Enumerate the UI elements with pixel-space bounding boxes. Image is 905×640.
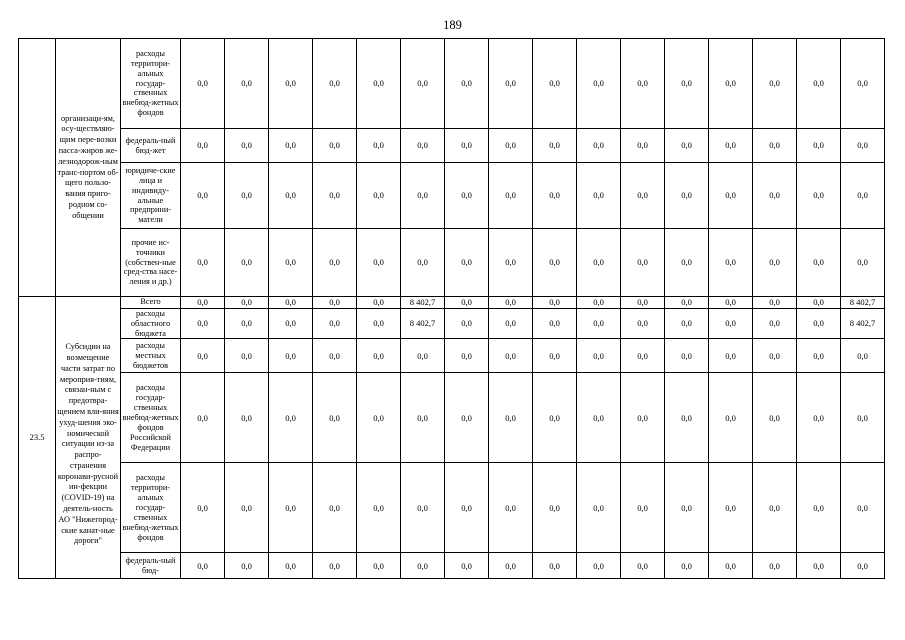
value-cell: 0,0	[533, 229, 577, 297]
value-cell: 0,0	[313, 39, 357, 129]
value-cell: 0,0	[313, 297, 357, 309]
value-cell: 0,0	[489, 129, 533, 163]
value-cell: 0,0	[445, 129, 489, 163]
value-cell: 0,0	[533, 339, 577, 373]
value-cell: 0,0	[225, 553, 269, 579]
value-cell: 0,0	[181, 297, 225, 309]
funding-source-cell: расходы территори-альных государ-ственных внебюд-жетных фондов	[121, 463, 181, 553]
funding-source-cell: расходы территори-альных государ-ственных внебюд-жетных фондов	[121, 39, 181, 129]
table-row	[19, 553, 885, 579]
value-cell: 0,0	[753, 373, 797, 463]
item-number-cell: 23.5	[19, 297, 56, 579]
value-cell: 0,0	[313, 163, 357, 229]
value-cell: 0,0	[225, 129, 269, 163]
value-cell: 0,0	[797, 553, 841, 579]
value-cell: 0,0	[401, 553, 445, 579]
value-cell: 0,0	[753, 229, 797, 297]
value-cell: 0,0	[841, 163, 885, 229]
funding-source-cell: расходы местных бюджетов	[121, 339, 181, 373]
value-cell: 0,0	[225, 463, 269, 553]
value-cell: 0,0	[753, 163, 797, 229]
value-cell: 8 402,7	[401, 308, 445, 339]
value-cell: 0,0	[709, 463, 753, 553]
value-cell: 0,0	[533, 163, 577, 229]
value-cell: 0,0	[753, 39, 797, 129]
value-cell: 8 402,7	[401, 297, 445, 309]
table-row	[19, 373, 885, 463]
value-cell: 0,0	[181, 308, 225, 339]
value-cell: 0,0	[709, 297, 753, 309]
value-cell: 0,0	[577, 373, 621, 463]
value-cell: 0,0	[621, 129, 665, 163]
value-cell: 0,0	[181, 39, 225, 129]
value-cell: 8 402,7	[841, 308, 885, 339]
table-row	[19, 163, 885, 229]
value-cell: 0,0	[357, 129, 401, 163]
value-cell: 0,0	[841, 463, 885, 553]
value-cell: 0,0	[665, 373, 709, 463]
table-row	[19, 463, 885, 553]
value-cell: 0,0	[489, 463, 533, 553]
value-cell: 0,0	[665, 463, 709, 553]
value-cell: 0,0	[665, 163, 709, 229]
value-cell: 0,0	[577, 463, 621, 553]
value-cell: 0,0	[709, 373, 753, 463]
value-cell: 0,0	[665, 553, 709, 579]
table-row	[19, 339, 885, 373]
value-cell: 0,0	[577, 229, 621, 297]
value-cell: 0,0	[621, 39, 665, 129]
value-cell: 0,0	[577, 339, 621, 373]
value-cell: 0,0	[621, 339, 665, 373]
value-cell: 0,0	[357, 553, 401, 579]
value-cell: 0,0	[753, 339, 797, 373]
item-name-cell: Субсидии на возмещение части затрат по мероприя-тиям, связан-ным с предотвра-щением вли-яния ухуд-шения эко-номической ситуации из-за распро-странения коронави-русной ин-фекции (COVID-19) на деятель-ность АО "Нижегород-ские канат-ные дороги"	[56, 297, 121, 579]
value-cell: 0,0	[709, 229, 753, 297]
value-cell: 0,0	[533, 129, 577, 163]
value-cell: 0,0	[533, 297, 577, 309]
value-cell: 0,0	[753, 129, 797, 163]
value-cell: 0,0	[665, 297, 709, 309]
value-cell: 0,0	[797, 308, 841, 339]
value-cell: 0,0	[797, 339, 841, 373]
value-cell: 0,0	[665, 339, 709, 373]
item-number-cell	[19, 39, 56, 297]
value-cell: 0,0	[313, 308, 357, 339]
value-cell: 0,0	[621, 463, 665, 553]
value-cell: 0,0	[533, 373, 577, 463]
funding-source-cell: расходы государ-ственных внебюд-жетных фондов Российской Федерации	[121, 373, 181, 463]
value-cell: 0,0	[225, 308, 269, 339]
page-number: 189	[443, 18, 462, 32]
value-cell: 0,0	[753, 297, 797, 309]
item-name-cell: организаци-ям, осу-ществляю-щим пере-возки пасса-жиров же-лезнодорож-ным транс-портом об-щего пользо-вания приго-родном со-общении	[56, 39, 121, 297]
value-cell: 0,0	[489, 373, 533, 463]
value-cell: 0,0	[797, 297, 841, 309]
value-cell: 0,0	[269, 229, 313, 297]
value-cell: 0,0	[709, 553, 753, 579]
value-cell: 0,0	[621, 308, 665, 339]
value-cell: 0,0	[621, 553, 665, 579]
value-cell: 0,0	[797, 463, 841, 553]
funding-source-cell: федераль-ный бюд-жет	[121, 129, 181, 163]
funding-source-cell: прочие ис-точники (собствен-ные сред-ства насе-ления и др.)	[121, 229, 181, 297]
value-cell: 0,0	[445, 308, 489, 339]
value-cell: 0,0	[489, 297, 533, 309]
funding-source-cell: Всего	[121, 297, 181, 309]
funding-source-cell: федераль-ный бюд-	[121, 553, 181, 579]
value-cell: 0,0	[753, 308, 797, 339]
value-cell: 0,0	[621, 373, 665, 463]
value-cell: 0,0	[841, 39, 885, 129]
value-cell: 0,0	[269, 129, 313, 163]
value-cell: 0,0	[401, 129, 445, 163]
value-cell: 0,0	[709, 163, 753, 229]
value-cell: 0,0	[709, 339, 753, 373]
value-cell: 0,0	[445, 163, 489, 229]
value-cell: 0,0	[269, 163, 313, 229]
value-cell: 8 402,7	[841, 297, 885, 309]
value-cell: 0,0	[533, 463, 577, 553]
value-cell: 0,0	[577, 297, 621, 309]
value-cell: 0,0	[445, 339, 489, 373]
value-cell: 0,0	[797, 163, 841, 229]
value-cell: 0,0	[709, 39, 753, 129]
value-cell: 0,0	[181, 373, 225, 463]
value-cell: 0,0	[401, 163, 445, 229]
value-cell: 0,0	[225, 297, 269, 309]
value-cell: 0,0	[489, 339, 533, 373]
value-cell: 0,0	[401, 373, 445, 463]
value-cell: 0,0	[225, 339, 269, 373]
value-cell: 0,0	[269, 308, 313, 339]
value-cell: 0,0	[401, 463, 445, 553]
value-cell: 0,0	[841, 229, 885, 297]
value-cell: 0,0	[269, 553, 313, 579]
value-cell: 0,0	[753, 553, 797, 579]
value-cell: 0,0	[225, 163, 269, 229]
value-cell: 0,0	[841, 129, 885, 163]
value-cell: 0,0	[841, 339, 885, 373]
value-cell: 0,0	[401, 39, 445, 129]
value-cell: 0,0	[445, 463, 489, 553]
value-cell: 0,0	[665, 229, 709, 297]
value-cell: 0,0	[489, 553, 533, 579]
funding-source-cell: юридиче-ские лица и индивиду-альные предприни-матели	[121, 163, 181, 229]
value-cell: 0,0	[313, 129, 357, 163]
value-cell: 0,0	[577, 163, 621, 229]
value-cell: 0,0	[621, 163, 665, 229]
value-cell: 0,0	[797, 373, 841, 463]
table-row	[19, 229, 885, 297]
value-cell: 0,0	[709, 129, 753, 163]
value-cell: 0,0	[533, 308, 577, 339]
value-cell: 0,0	[841, 553, 885, 579]
value-cell: 0,0	[665, 39, 709, 129]
value-cell: 0,0	[533, 553, 577, 579]
value-cell: 0,0	[269, 339, 313, 373]
value-cell: 0,0	[313, 463, 357, 553]
value-cell: 0,0	[181, 129, 225, 163]
value-cell: 0,0	[753, 463, 797, 553]
value-cell: 0,0	[225, 229, 269, 297]
value-cell: 0,0	[357, 373, 401, 463]
value-cell: 0,0	[797, 129, 841, 163]
value-cell: 0,0	[357, 39, 401, 129]
value-cell: 0,0	[709, 308, 753, 339]
value-cell: 0,0	[225, 39, 269, 129]
value-cell: 0,0	[797, 39, 841, 129]
value-cell: 0,0	[313, 229, 357, 297]
value-cell: 0,0	[489, 229, 533, 297]
value-cell: 0,0	[577, 129, 621, 163]
value-cell: 0,0	[269, 463, 313, 553]
value-cell: 0,0	[401, 229, 445, 297]
funding-source-cell: расходы областного бюджета	[121, 308, 181, 339]
value-cell: 0,0	[313, 553, 357, 579]
value-cell: 0,0	[313, 373, 357, 463]
value-cell: 0,0	[181, 229, 225, 297]
table-row	[19, 308, 885, 339]
value-cell: 0,0	[357, 229, 401, 297]
value-cell: 0,0	[577, 308, 621, 339]
value-cell: 0,0	[357, 463, 401, 553]
value-cell: 0,0	[577, 553, 621, 579]
value-cell: 0,0	[181, 163, 225, 229]
value-cell: 0,0	[181, 339, 225, 373]
value-cell: 0,0	[313, 339, 357, 373]
value-cell: 0,0	[665, 129, 709, 163]
value-cell: 0,0	[357, 297, 401, 309]
value-cell: 0,0	[797, 229, 841, 297]
value-cell: 0,0	[621, 229, 665, 297]
value-cell: 0,0	[841, 373, 885, 463]
value-cell: 0,0	[489, 163, 533, 229]
value-cell: 0,0	[225, 373, 269, 463]
value-cell: 0,0	[445, 39, 489, 129]
value-cell: 0,0	[577, 39, 621, 129]
value-cell: 0,0	[181, 463, 225, 553]
value-cell: 0,0	[533, 39, 577, 129]
value-cell: 0,0	[489, 308, 533, 339]
value-cell: 0,0	[269, 297, 313, 309]
value-cell: 0,0	[401, 339, 445, 373]
value-cell: 0,0	[181, 553, 225, 579]
value-cell: 0,0	[445, 373, 489, 463]
table-row	[19, 39, 885, 129]
value-cell: 0,0	[445, 229, 489, 297]
value-cell: 0,0	[357, 308, 401, 339]
value-cell: 0,0	[269, 373, 313, 463]
value-cell: 0,0	[621, 297, 665, 309]
value-cell: 0,0	[357, 339, 401, 373]
table-row	[19, 129, 885, 163]
budget-table	[18, 38, 885, 579]
value-cell: 0,0	[445, 297, 489, 309]
value-cell: 0,0	[269, 39, 313, 129]
value-cell: 0,0	[489, 39, 533, 129]
value-cell: 0,0	[665, 308, 709, 339]
value-cell: 0,0	[445, 553, 489, 579]
table-row	[19, 297, 885, 309]
value-cell: 0,0	[357, 163, 401, 229]
